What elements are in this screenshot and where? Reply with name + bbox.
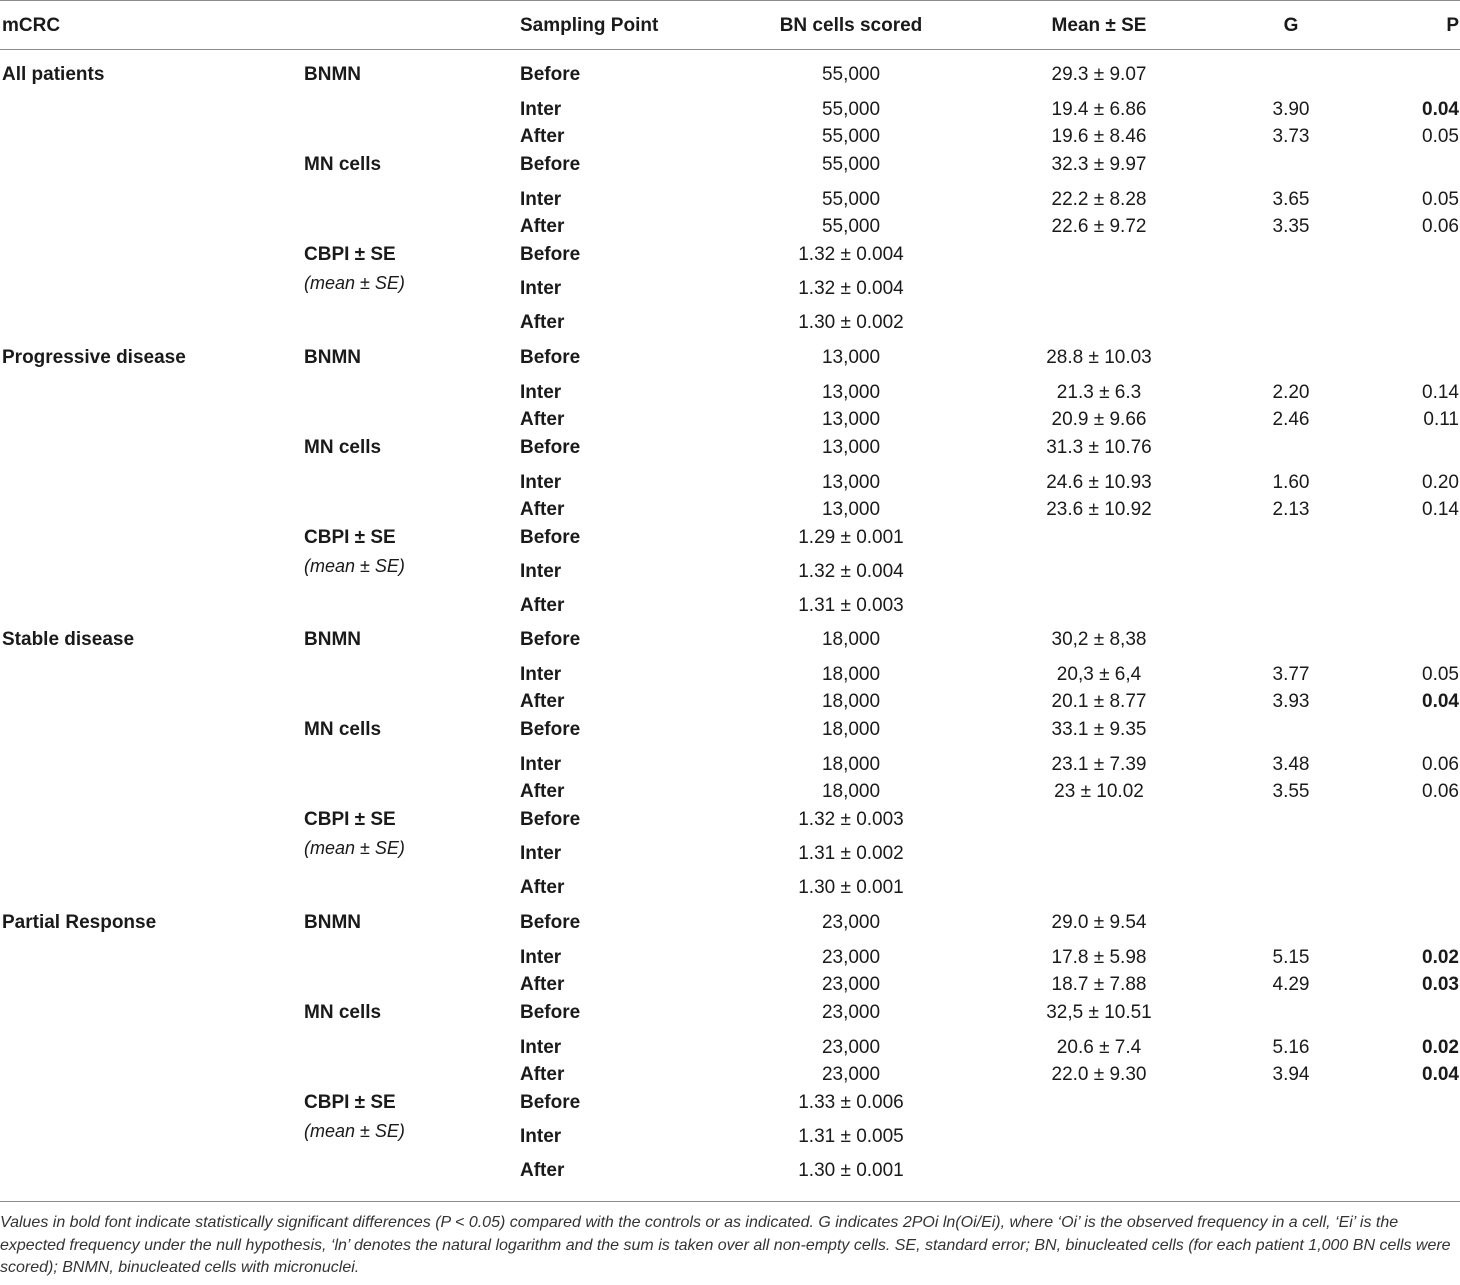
bn-cells-value: 23,000 — [821, 1001, 881, 1023]
mean-se-value: 20.1 ± 8.77 — [1051, 691, 1147, 712]
cbpi-value: 1.32 ± 0.004 — [798, 278, 904, 299]
bn-cells-value: 23,000 — [821, 973, 881, 995]
mean-se-value: 20,3 ± 6,4 — [1056, 664, 1142, 685]
p-value: 0.04 — [1422, 691, 1459, 712]
g-value: 1.60 — [1272, 471, 1310, 493]
cbpi-value: 1.30 ± 0.001 — [798, 1159, 904, 1181]
p-value: 0.05 — [1422, 126, 1459, 147]
bn-cells-value: 13,000 — [821, 346, 881, 368]
sampling-point: After — [520, 312, 565, 333]
cbpi-value: 1.31 ± 0.003 — [798, 594, 904, 616]
cbpi-value: 1.31 ± 0.002 — [798, 843, 904, 864]
g-value: 3.73 — [1272, 126, 1310, 147]
sampling-point: Before — [520, 244, 581, 265]
p-value: 0.06 — [1422, 754, 1459, 775]
sampling-point: After — [520, 691, 565, 712]
bn-cells-value: 13,000 — [821, 471, 881, 493]
sampling-point: Before — [520, 436, 581, 458]
bnmn-label: BNMN — [304, 629, 361, 650]
g-value: 3.55 — [1272, 781, 1310, 802]
sampling-point: Inter — [520, 754, 562, 775]
mean-se-value: 22.6 ± 9.72 — [1051, 216, 1147, 237]
mean-se-value: 20.6 ± 7.4 — [1056, 1036, 1142, 1058]
cbpi-value: 1.29 ± 0.001 — [798, 526, 904, 548]
sampling-point: After — [520, 1159, 565, 1181]
mean-se-value: 31.3 ± 10.76 — [1046, 436, 1152, 458]
bn-cells-value: 18,000 — [821, 754, 881, 775]
p-value: 0.05 — [1422, 189, 1459, 210]
bn-cells-value: 23,000 — [821, 946, 881, 968]
cbpi-value: 1.32 ± 0.003 — [798, 809, 904, 830]
bnmn-label: BNMN — [304, 64, 361, 85]
sampling-point: Inter — [520, 843, 562, 864]
cbpi-label: CBPI ± SE — [304, 244, 396, 265]
p-value: 0.14 — [1422, 381, 1459, 403]
header-mean-se: Mean ± SE — [1051, 15, 1147, 36]
header-rule — [0, 49, 1460, 50]
cbpi-label: CBPI ± SE — [304, 526, 396, 548]
bn-cells-value: 55,000 — [821, 64, 881, 85]
cbpi-value: 1.31 ± 0.005 — [798, 1125, 904, 1147]
table-footnote: Values in bold font indicate statistically significant differences (P < 0.05) compared with the controls or as indicated. G indicates 2ΡOi ln(Oi/Ei), where ‘Oi’ is the observed frequency in a cell, ‘Ei’ is the expected frequency under the null hypothesis, ‘ln’ denotes the natural logarithm and the sum is taken over all non-empty cells. SE, standard error; BN, binucleated cells (for each patient 1,000 BN cells were scored); BNMN, binucleated cells with micronuclei. — [0, 1214, 1451, 1276]
g-value: 5.15 — [1272, 946, 1310, 968]
p-value: 0.06 — [1422, 216, 1459, 237]
mean-se-value: 23 ± 10.02 — [1054, 781, 1144, 802]
p-value: 0.04 — [1422, 1063, 1459, 1085]
bn-cells-value: 55,000 — [821, 154, 881, 175]
mean-se-value: 20.9 ± 9.66 — [1051, 408, 1147, 430]
sampling-point: Before — [520, 911, 581, 933]
sampling-point: Inter — [520, 381, 562, 403]
mean-se-value: 33.1 ± 9.35 — [1051, 719, 1147, 740]
mean-se-value: 32.3 ± 9.97 — [1051, 154, 1147, 175]
sampling-point: Before — [520, 719, 581, 740]
cbpi-value: 1.30 ± 0.002 — [798, 312, 904, 333]
cbpi-label: CBPI ± SE — [304, 1091, 396, 1113]
header-g: G — [1283, 15, 1299, 36]
p-value: 0.04 — [1422, 99, 1459, 120]
bnmn-label: BNMN — [304, 346, 361, 368]
group-label: Stable disease — [2, 629, 135, 650]
sampling-point: Before — [520, 629, 581, 650]
top-rule — [0, 0, 1460, 1]
sampling-point: Before — [520, 809, 581, 830]
sampling-point: Inter — [520, 560, 562, 582]
bn-cells-value: 18,000 — [821, 719, 881, 740]
header-p: P — [1446, 15, 1459, 36]
mean-se-value: 19.6 ± 8.46 — [1051, 126, 1147, 147]
p-value: 0.05 — [1422, 664, 1459, 685]
g-value: 2.13 — [1272, 498, 1310, 520]
g-value: 2.20 — [1272, 381, 1310, 403]
g-value: 2.46 — [1272, 408, 1310, 430]
bn-cells-value: 23,000 — [821, 1036, 881, 1058]
sampling-point: Inter — [520, 278, 562, 299]
header-sampling-point: Sampling Point — [520, 15, 659, 36]
g-value: 5.16 — [1272, 1036, 1310, 1058]
bn-cells-value: 55,000 — [821, 216, 881, 237]
p-value: 0.03 — [1422, 973, 1459, 995]
g-value: 4.29 — [1272, 973, 1310, 995]
sampling-point: After — [520, 498, 565, 520]
mean-se-value: 23.1 ± 7.39 — [1051, 754, 1147, 775]
bn-cells-value: 55,000 — [821, 99, 881, 120]
header-mcrc: mCRC — [2, 15, 61, 36]
bottom-rule — [0, 1201, 1460, 1202]
p-value: 0.11 — [1423, 408, 1459, 430]
p-value: 0.02 — [1422, 946, 1459, 968]
sampling-point: After — [520, 877, 565, 898]
sampling-point: Inter — [520, 664, 562, 685]
mean-se-value: 23.6 ± 10.92 — [1046, 498, 1152, 520]
mean-se-value: 22.0 ± 9.30 — [1051, 1063, 1147, 1085]
sampling-point: After — [520, 781, 565, 802]
cbpi-value: 1.30 ± 0.001 — [798, 877, 904, 898]
cbpi-sublabel: (mean ± SE) — [304, 838, 405, 858]
mn-label: MN cells — [304, 719, 382, 740]
sampling-point: After — [520, 126, 565, 147]
bnmn-label: BNMN — [304, 911, 361, 933]
bn-cells-value: 13,000 — [821, 436, 881, 458]
group-label: Partial Response — [2, 911, 157, 933]
bn-cells-value: 18,000 — [821, 664, 881, 685]
group-label: Progressive disease — [2, 346, 186, 368]
g-value: 3.90 — [1272, 99, 1310, 120]
mean-se-value: 19.4 ± 6.86 — [1051, 99, 1147, 120]
g-value: 3.35 — [1272, 216, 1310, 237]
sampling-point: Inter — [520, 189, 562, 210]
cbpi-value: 1.32 ± 0.004 — [798, 244, 904, 265]
sampling-point: Inter — [520, 1125, 562, 1147]
sampling-point: Before — [520, 154, 581, 175]
header-bn-cells: BN cells scored — [779, 15, 923, 36]
cbpi-value: 1.32 ± 0.004 — [798, 560, 904, 582]
g-value: 3.93 — [1272, 691, 1310, 712]
mean-se-value: 29.3 ± 9.07 — [1051, 64, 1147, 85]
sampling-point: Inter — [520, 99, 562, 120]
sampling-point: After — [520, 408, 565, 430]
mean-se-value: 21.3 ± 6.3 — [1056, 381, 1142, 403]
g-value: 3.77 — [1272, 664, 1310, 685]
sampling-point: After — [520, 216, 565, 237]
bn-cells-value: 13,000 — [821, 381, 881, 403]
bn-cells-value: 55,000 — [821, 126, 881, 147]
sampling-point: After — [520, 594, 565, 616]
mean-se-value: 29.0 ± 9.54 — [1051, 911, 1147, 933]
mean-se-value: 28.8 ± 10.03 — [1046, 346, 1152, 368]
bn-cells-value: 13,000 — [821, 498, 881, 520]
sampling-point: Before — [520, 1001, 581, 1023]
bn-cells-value: 55,000 — [821, 189, 881, 210]
sampling-point: After — [520, 1063, 565, 1085]
mean-se-value: 17.8 ± 5.98 — [1051, 946, 1147, 968]
mn-label: MN cells — [304, 154, 382, 175]
group-label: All patients — [2, 64, 105, 85]
cbpi-sublabel: (mean ± SE) — [304, 1120, 405, 1141]
bn-cells-value: 18,000 — [821, 781, 881, 802]
mn-label: MN cells — [304, 436, 382, 458]
bn-cells-value: 18,000 — [821, 629, 881, 650]
cbpi-value: 1.33 ± 0.006 — [798, 1091, 904, 1113]
cbpi-sublabel: (mean ± SE) — [304, 273, 405, 293]
sampling-point: Before — [520, 1091, 581, 1113]
sampling-point: Inter — [520, 946, 562, 968]
bn-cells-value: 13,000 — [821, 408, 881, 430]
p-value: 0.14 — [1422, 498, 1459, 520]
p-value: 0.06 — [1422, 781, 1459, 802]
sampling-point: Before — [520, 346, 581, 368]
p-value: 0.02 — [1422, 1036, 1459, 1058]
mean-se-value: 32,5 ± 10.51 — [1046, 1001, 1152, 1023]
sampling-point: Inter — [520, 1036, 562, 1058]
mean-se-value: 24.6 ± 10.93 — [1046, 471, 1152, 493]
mn-label: MN cells — [304, 1001, 382, 1023]
mean-se-value: 22.2 ± 8.28 — [1051, 189, 1147, 210]
cbpi-label: CBPI ± SE — [304, 809, 396, 830]
sampling-point: After — [520, 973, 565, 995]
sampling-point: Before — [520, 64, 581, 85]
g-value: 3.65 — [1272, 189, 1310, 210]
p-value: 0.20 — [1422, 471, 1459, 493]
mean-se-value: 18.7 ± 7.88 — [1051, 973, 1147, 995]
bn-cells-value: 23,000 — [821, 911, 881, 933]
bn-cells-value: 23,000 — [821, 1063, 881, 1085]
sampling-point: Inter — [520, 471, 562, 493]
sampling-point: Before — [520, 526, 581, 548]
cbpi-sublabel: (mean ± SE) — [304, 555, 405, 576]
g-value: 3.94 — [1272, 1063, 1310, 1085]
bn-cells-value: 18,000 — [821, 691, 881, 712]
mean-se-value: 30,2 ± 8,38 — [1051, 629, 1147, 650]
g-value: 3.48 — [1272, 754, 1310, 775]
